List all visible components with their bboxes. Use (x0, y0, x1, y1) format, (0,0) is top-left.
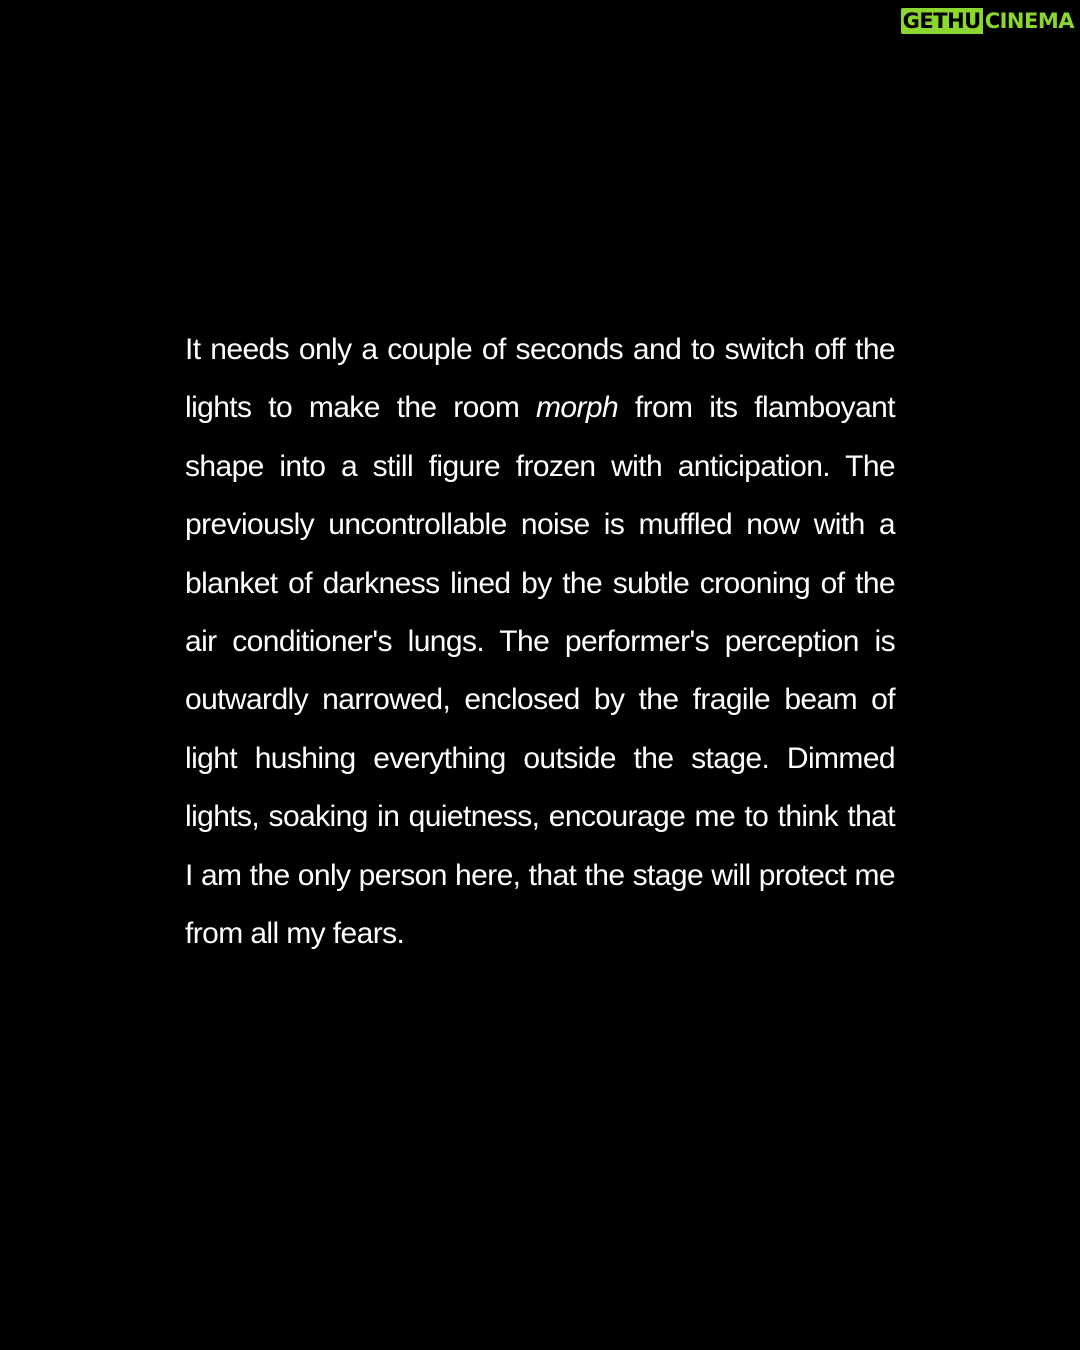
essay-text-start: It needs only a couple of seconds and to switch off the lights to make the room (185, 333, 895, 425)
brand-logo (901, 8, 1076, 34)
essay-paragraph (185, 321, 895, 963)
logo-part-gethu: GETHU (902, 9, 981, 33)
essay-emphasis-word: morph (536, 391, 619, 425)
logo-part-cinema: CINEMA (984, 9, 1074, 33)
essay-text-end: from its flamboyant shape into a still figure frozen with anticipation. The previously uncontrollable noise is muffled now with a blanket of darkness lined by the subtle crooning of the air conditioner's lungs. The performer's perception is outwardly narrowed, enclosed by the fragile beam of light hushing everything outside the stage. Dimmed lights, soaking in quietness, encourage me to think that I am the only person here, that the stage will protect me from all my fears. (185, 391, 895, 951)
